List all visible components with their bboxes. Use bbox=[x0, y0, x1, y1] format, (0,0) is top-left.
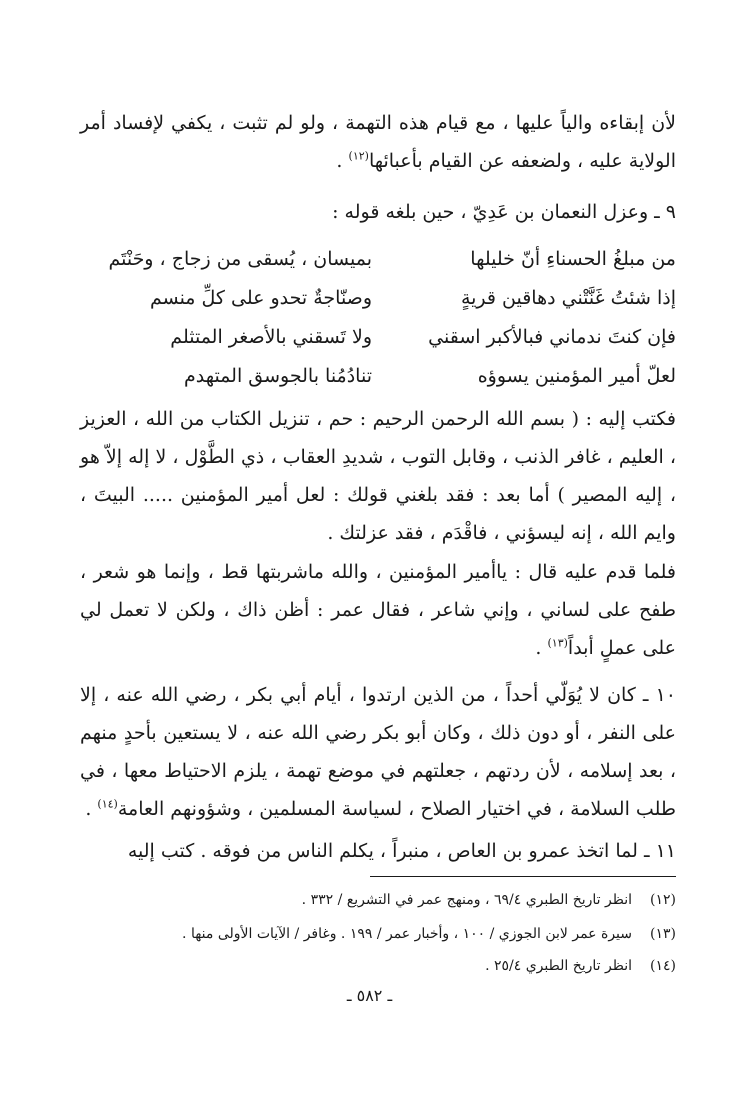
verse-first-hemistich: فإن كنتَ ندماني فبالأكبر اسقني bbox=[428, 326, 676, 348]
footnote-13 bbox=[90, 918, 676, 950]
page-number: ـ ٥٨٢ ـ bbox=[346, 986, 393, 1005]
poem bbox=[80, 240, 676, 396]
paragraph-2 bbox=[80, 193, 676, 231]
poem-verse bbox=[80, 240, 676, 279]
footnote-14 bbox=[90, 950, 676, 982]
verse-second-hemistich: ولا تَسقني بالأصغر المتثلم bbox=[170, 326, 372, 348]
paragraph-4-text: فلما قدم عليه قال : ياأمير المؤمنين ، والله ماشربتها قط ، وإنما هو شعر ، طفح على لساني ، وإني شاعر ، فقال عمر : أظن ذاك ، ولكن لا تعمل لي على عملٍ أبداً bbox=[80, 561, 676, 659]
paragraph-6 bbox=[80, 832, 676, 870]
footnote-text: انظر تاريخ الطبري ٦٩/٤ ، ومنهج عمر في التشريع / ٣٣٢ . bbox=[301, 892, 632, 908]
footnote-ref-14[interactable]: (١٤) bbox=[97, 797, 118, 811]
paragraph-5: ١٠ ـ كان لا يُوَلّي أحداً ، من الذين ارتدوا ، أيام أبي بكر ، رضي الله عنه ، إلا على النفر ، أو دون ذلك ، وكان أبو بكر رضي الله عنه ، لا يستعين بأحدٍ منهم ، بعد إسلامه ، لأن ردتهم ، جعلتهم في موضع تهمة ، يلزم الاحتياط معها ، في طلب السلامة ، في اختيار الصلاح ، لسياسة المسلمين ، وشؤونهم العامة$^{(١٤)}$ . bbox=[80, 684, 676, 820]
paragraph-6-text: ١١ ـ لما اتخذ عمرو بن العاص ، منبراً ، يكلم الناس من فوقه . كتب إليه bbox=[127, 840, 676, 862]
verse-first-hemistich: إذا شئتُ غَنَّتْني دهاقين قريةٍ bbox=[460, 287, 676, 309]
footnote-text: انظر تاريخ الطبري ٢٥/٤ . bbox=[485, 958, 632, 974]
verse-second-hemistich: تنادُمُنا بالجوسق المتهدم bbox=[183, 365, 372, 387]
footnote-divider bbox=[370, 876, 676, 877]
paragraph-2-text: ٩ ـ وعزل النعمان بن عَدِيّ ، حين بلغه قوله : bbox=[332, 201, 676, 223]
footnote-number: (١٢) bbox=[650, 892, 676, 908]
verse-second-hemistich: بميسان ، يُسقى من زجاج ، وحَنْتَم bbox=[108, 248, 372, 270]
footnote-number: (١٤) bbox=[650, 958, 676, 974]
footnote-number: (١٣) bbox=[650, 926, 676, 942]
footnote-ref-12[interactable]: (١٢) bbox=[348, 149, 369, 163]
poem-verse bbox=[80, 279, 676, 318]
verse-second-hemistich: وصنّاجةٌ تحدو على كلِّ منسم bbox=[149, 287, 372, 309]
paragraph-1: لأن إبقاءه والياً عليها ، مع قيام هذه التهمة ، ولو لم تثبت ، يكفي لإفساد أمر الولاية عليه ، ولضعفه عن القيام بأعبائها$^{(١٢)}$ . bbox=[80, 112, 676, 172]
paragraph-1-text: لأن إبقاءه والياً عليها ، مع قيام هذه التهمة ، ولو لم تثبت ، يكفي لإفساد أمر الولاية عليه ، ولضعفه عن القيام بأعبائها bbox=[80, 112, 676, 172]
paragraph-3 bbox=[80, 400, 676, 552]
verse-first-hemistich: من مبلغُ الحسناءِ أنّ خليلها bbox=[470, 248, 676, 270]
poem-verse bbox=[80, 357, 676, 396]
footnote-12 bbox=[90, 884, 676, 916]
paragraph-5-text: ١٠ ـ كان لا يُوَلّي أحداً ، من الذين ارتدوا ، أيام أبي بكر ، رضي الله عنه ، إلا على النفر ، أو دون ذلك ، وكان أبو بكر رضي الله عنه ، لا يستعين بأحدٍ منهم ، بعد إسلامه ، لأن ردتهم ، جعلتهم في موضع تهمة ، يلزم الاحتياط معها ، في طلب السلامة ، في اختيار الصلاح ، لسياسة المسلمين ، وشؤونهم العامة bbox=[80, 684, 676, 820]
footnote-ref-13[interactable]: (١٣) bbox=[547, 636, 568, 650]
paragraph-4: فلما قدم عليه قال : ياأمير المؤمنين ، والله ماشربتها قط ، وإنما هو شعر ، طفح على لساني ، وإني شاعر ، فقال عمر : أظن ذاك ، ولكن لا تعمل لي على عملٍ أبداً$^{(١٣)}$ . bbox=[80, 561, 676, 659]
paragraph-3-text: فكتب إليه : ( بسم الله الرحمن الرحيم : حم ، تنزيل الكتاب من الله ، العزيز ، العليم ، غافر الذنب ، وقابل التوب ، شديدِ العقاب ، ذي الطَّوْل ، لا إله إلاّ هو ، إليه المصير ) أما بعد : فقد بلغني قولك : لعل أمير المؤمنين ..... البيتَ ، وايم الله ، إنه ليسؤني ، فاقْدَم ، فقد عزلتك . bbox=[80, 408, 677, 544]
verse-first-hemistich: لعلّ أمير المؤمنين يسوؤه bbox=[477, 365, 676, 387]
poem-verse bbox=[80, 318, 676, 357]
footnote-text: سيرة عمر لابن الجوزي / ١٠٠ ، وأخبار عمر / ١٩٩ . وغافر / الآيات الأولى منها . bbox=[182, 926, 632, 942]
